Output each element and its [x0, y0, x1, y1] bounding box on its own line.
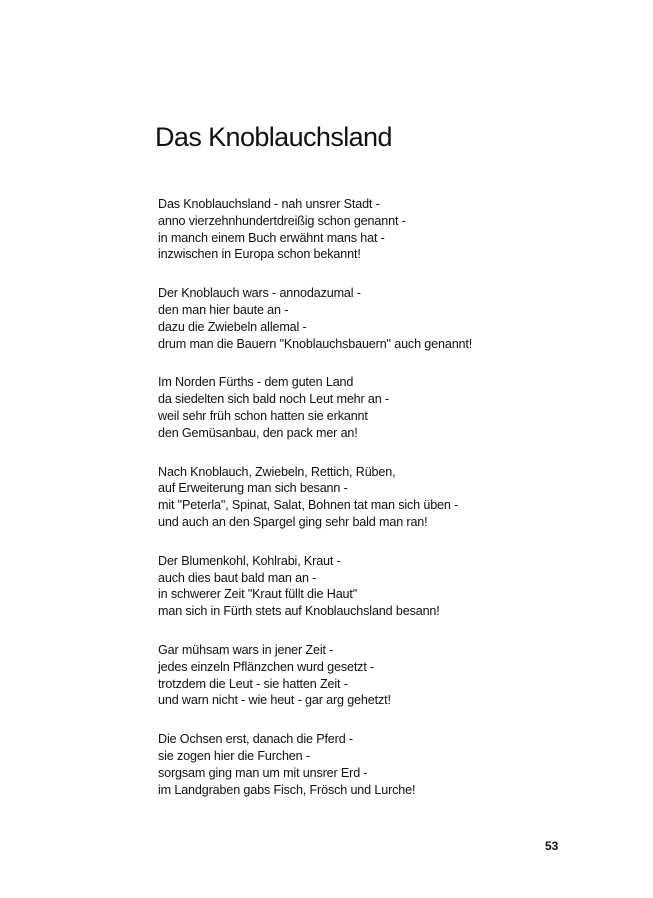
stanza [158, 731, 598, 798]
poem-line: auf Erweiterung man sich besann - [158, 481, 348, 496]
poem-line: Die Ochsen erst, danach die Pferd - [158, 732, 353, 747]
stanza [158, 464, 598, 531]
poem-line: man sich in Fürth stets auf Knoblauchsland besann! [158, 604, 440, 619]
poem-line: Im Norden Fürths - dem guten Land [158, 375, 354, 390]
poem-line: weil sehr früh schon hatten sie erkannt [158, 408, 368, 423]
poem-line: anno vierzehnhundertdreißig schon genannt - [158, 213, 406, 228]
poem-line: drum man die Bauern "Knoblauchsbauern" auch genannt! [158, 336, 473, 351]
page-title: Das Knoblauchsland [155, 122, 392, 152]
stanza [158, 374, 598, 441]
poem-line: in manch einem Buch erwähnt mans hat - [158, 230, 385, 245]
poem-line: dazu die Zwiebeln allemal - [158, 319, 307, 334]
poem-line: mit "Peterla", Spinat, Salat, Bohnen tat man sich üben - [158, 498, 459, 513]
poem-line: sie zogen hier die Furchen - [158, 748, 310, 763]
poem-line: im Landgraben gabs Fisch, Frösch und Lurche! [158, 782, 416, 797]
poem-line: den Gemüsanbau, den pack mer an! [158, 425, 358, 440]
poem-line: Der Knoblauch wars - annodazumal - [158, 286, 361, 301]
poem-line: den man hier baute an - [158, 302, 289, 317]
poem-line: sorgsam ging man um mit unsrer Erd - [158, 765, 368, 780]
poem-line: inzwischen in Europa schon bekannt! [158, 247, 361, 262]
poem-line: und warn nicht - wie heut - gar arg gehetzt! [158, 693, 391, 708]
poem-line: Gar mühsam wars in jener Zeit - [158, 642, 334, 657]
poem-line: Nach Knoblauch, Zwiebeln, Rettich, Rüben, [158, 464, 396, 479]
poem-line: in schwerer Zeit "Kraut füllt die Haut" [158, 587, 358, 602]
poem-line: da siedelten sich bald noch Leut mehr an - [158, 392, 390, 407]
poem-body [158, 196, 598, 820]
poem-line: Das Knoblauchsland - nah unsrer Stadt - [158, 197, 380, 211]
stanza [158, 553, 598, 620]
poem-line: und auch an den Spargel ging sehr bald man ran! [158, 514, 428, 529]
poem-line: jedes einzeln Pflänzchen wurd gesetzt - [158, 659, 375, 674]
stanza [158, 642, 598, 709]
poem-line: Der Blumenkohl, Kohlrabi, Kraut - [158, 553, 341, 568]
poem-line: auch dies baut bald man an - [158, 570, 317, 585]
page-number: 53 [545, 839, 559, 853]
poem-line: trotzdem die Leut - sie hatten Zeit - [158, 676, 348, 691]
stanza [158, 196, 598, 263]
stanza [158, 285, 598, 352]
